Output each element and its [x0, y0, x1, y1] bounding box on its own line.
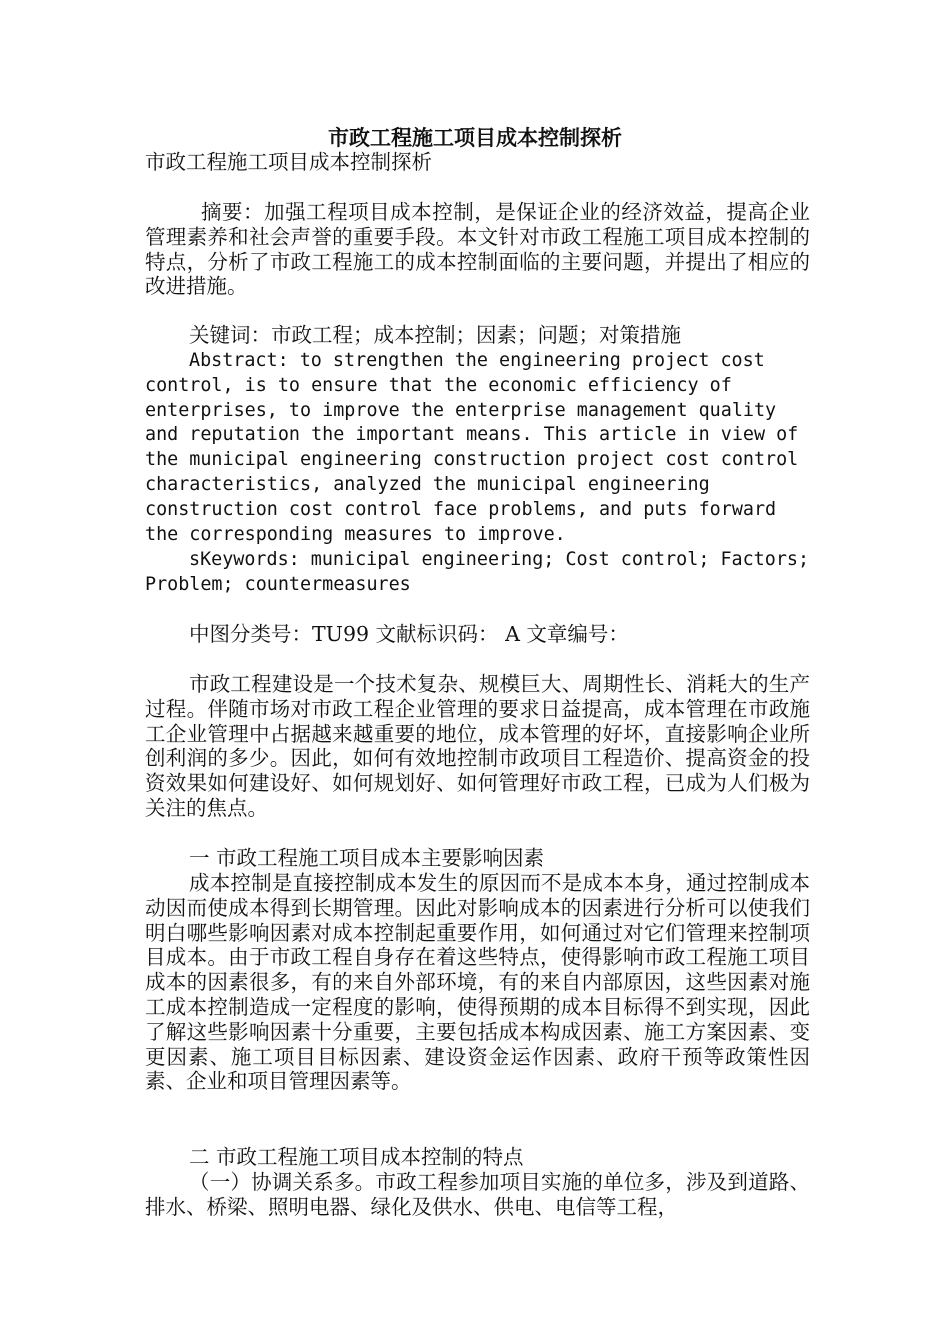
intro-paragraph: 市政工程建设是一个技术复杂、规模巨大、周期性长、消耗大的生产过程。伴随市场对市政工程企业管理的要求日益提高，成本管理在市政施工企业管理中占据越来越重要的地位，成本管理的好坏，直接影响企业所创利润的多少。因此，如何有效地控制市政项目工程造价、提高资金的投资效果如何建设好、如何规划好、如何管理好市政工程，已成为人们极为关注的焦点。	[145, 672, 810, 820]
section2-body: （一）协调关系多。市政工程参加项目实施的单位多，涉及到道路、排水、桥梁、照明电器、绿化及供水、供电、电信等工程，	[145, 1170, 810, 1219]
section1-body: 成本控制是直接控制成本发生的原因而不是成本本身，通过控制成本动因而使成本得到长期管理。因此对影响成本的因素进行分析可以使我们明白哪些影响因素对成本控制起重要作用，如何通过对它们管理来控制项目成本。由于市政工程自身存在着这些特点，使得影响市政工程施工项目成本的因素很多，有的来自外部环境，有的来自内部原因，这些因素对施工成本控制造成一定程度的影响，使得预期的成本目标得不到实现，因此了解这些影响因素十分重要，主要包括成本构成因素、施工方案因素、变更因素、施工项目目标因素、建设资金运作因素、政府干预等政策性因素、企业和项目管理因素等。	[145, 871, 810, 1094]
abstract-cn: 摘要：加强工程项目成本控制，是保证企业的经济效益，提高企业管理素养和社会声誉的重要手段。本文针对市政工程施工项目成本控制的特点，分析了市政工程施工的成本控制面临的主要问题，并提出了相应的改进措施。	[145, 200, 810, 299]
document-title: 市政工程施工项目成本控制探析	[328, 125, 622, 150]
keywords-en: sKeywords: municipal engineering; Cost control; Factors; Problem; countermeasures	[145, 549, 810, 595]
abstract-en: Abstract: to strengthen the engineering project cost control, is to ensure that the economic efficiency of enterprises, to improve the enterprise management quality and reputation the important means. This article in view of the municipal engineering construction project cost control characteristics, analyzed the municipal engineering construction cost control face problems, and puts forward the corresponding measures to improve.	[145, 350, 799, 545]
classification-line: 中图分类号：TU99 文献标识码： A 文章编号：	[189, 622, 629, 646]
section1-heading: 一 市政工程施工项目成本主要影响因素	[189, 846, 545, 870]
document-subtitle: 市政工程施工项目成本控制探析	[145, 150, 432, 174]
section2-heading: 二 市政工程施工项目成本控制的特点	[189, 1145, 524, 1169]
keywords-cn: 关键词：市政工程；成本控制；因素；问题；对策措施	[189, 323, 681, 347]
